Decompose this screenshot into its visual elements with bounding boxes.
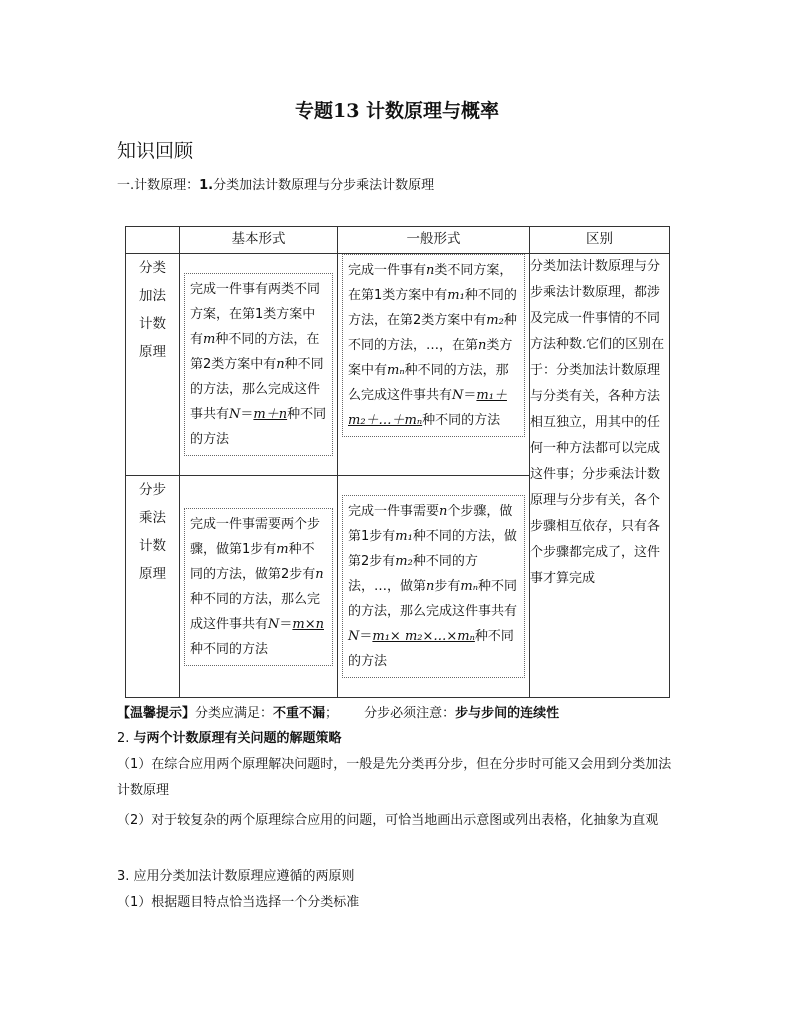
var-m2: m₂ [395,554,413,569]
var-mn: mₙ [387,363,405,378]
text-run: 种不同的方法，…，在第 [348,313,517,353]
formula-sum: m＋n [253,407,288,422]
subheading [117,174,434,193]
var-N: N [268,616,280,632]
text-run: 类方案中有 [348,338,513,378]
row-label-line: 计数 [139,316,166,332]
row-label-multiplication [126,476,180,698]
var-N: N [452,388,464,403]
var-m1: m₁ [395,529,413,544]
var-n: n [478,338,487,353]
cell-general-addition [338,254,530,476]
formula-product: m₁× m₂×…×mₙ [372,629,475,644]
tip-part2: 分步必须注意： [364,706,456,721]
var-m: m [203,332,216,347]
text-run: 种不同的方法 [190,641,269,657]
text-run: 个步骤，做第1步有 [348,504,513,544]
subhead-text: 分类加法计数原理与分步乘法计数原理 [213,178,435,193]
text-run: 种不同的方法，在第2类方案中有 [348,288,517,328]
para-3-heading: 3. 应用分类加法计数原理应遵循的两原则 [117,869,355,884]
text-run: 种不同的方法 [190,407,327,447]
row-label-line: 乘法 [139,510,166,526]
row-label-line: 加法 [139,288,166,304]
para-2-item-2: （2）对于较复杂的两个原理综合应用的问题，可恰当地画出示意图或列出表格，化抽象为直观 [117,813,659,828]
header-corner [126,227,180,254]
var-n: n [315,566,324,582]
text-run: 完成一件事需要两个步骤，做第1步有 [190,516,321,557]
text-run: 种不同的方法，做第2步有 [190,541,316,582]
table-row [126,254,670,476]
var-n: n [426,579,435,594]
text-run: 种不同的方法，那么完成这件事共有 [348,579,518,619]
text-run: 种不同的方法，在第2类方案中有 [190,332,320,372]
header-basic: 基本形式 [180,227,338,254]
row-label-line: 分类 [139,260,166,276]
equals-sign: ＝ [463,388,477,403]
equals-sign: ＝ [279,616,293,632]
row-label-line: 计数 [139,538,166,554]
cell-basic-addition [180,254,338,476]
text-run: 种不同的方法，那么完成这件事共有 [348,363,509,403]
equals-sign: ＝ [240,407,254,422]
formula-sum: m₁＋m₂＋…＋mₙ [348,388,507,428]
var-m1: m₁ [447,288,465,303]
row-label-line: 原理 [139,566,166,582]
var-mn: mₙ [460,579,479,594]
text-run: 类不同方案，在第1类方案中有 [348,263,513,303]
row-label-line: 原理 [139,344,166,360]
row-label-line: 分步 [139,482,166,498]
text-run: 种不同的方法，…，做第 [348,554,478,594]
para-2-heading [117,726,677,752]
basic-multiplication-text [184,508,333,666]
para-number: 2. [117,731,134,746]
general-addition-text [342,254,525,437]
text-run: 步有 [434,579,461,594]
cell-difference: 分类加法计数原理与分步乘法计数原理，都涉及完成一件事情的不同方法种数.它们的区别在于：分类加法计数原理与分类有关，各种方法相互独立，用其中的任何一种方法都可以完成这件事；分步乘法计数原理与分步有关，各个步骤相互依存，只有各个步骤都完成了，这件事才算完成 [530,254,670,698]
cell-general-multiplication [338,476,530,698]
page-title: 专题13 计数原理与概率 [294,100,500,122]
text-run: 种不同的方法 [422,413,501,428]
var-n: n [426,263,435,278]
tip-part1-bold: 不重不漏 [273,706,326,721]
text-run: 种不同的方法 [348,629,514,669]
formula-product: m×n [292,616,324,632]
text-run: 种不同的方法，做第2步有 [348,529,517,569]
cell-basic-multiplication [180,476,338,698]
para-2-item-1: （1）在综合应用两个原理解决问题时，一般是先分类再分步，但在分步时可能又会用到分类加法计数原理 [117,757,672,798]
general-multiplication-text [342,495,525,678]
text-run: 完成一件事有 [348,263,427,278]
tip-part2-bold: 步与步间的连续性 [455,706,560,721]
header-difference: 区别 [530,227,670,254]
tip-bracket: 【温馨提示】 [117,706,196,721]
warm-tip [117,702,559,721]
tip-part1: 分类应满足： [195,706,274,721]
tip-separator: ； [325,706,339,721]
var-m2: m₂ [486,313,504,328]
var-m: m [276,541,289,557]
header-general: 一般形式 [338,227,530,254]
section-heading: 知识回顾 [117,140,194,162]
subhead-prefix: 一.计数原理： [117,178,200,193]
text-run: 种不同的方法，那么完成这件事共有 [190,591,321,632]
table-header-row [126,227,670,254]
text-run: 完成一件事有两类不同方案，在第1类方案中有 [190,282,321,347]
var-N: N [348,629,360,644]
var-n: n [276,357,285,372]
text-run: 种不同的方法，那么完成这件事共有 [190,357,324,422]
para-title: 与两个计数原理有关问题的解题策略 [133,731,342,746]
para-3-item-1: （1）根据题目特点恰当选择一个分类标准 [117,895,360,910]
equals-sign: ＝ [359,629,373,644]
subhead-number: 1. [199,178,214,193]
var-n: n [439,504,448,519]
row-label-addition [126,254,180,476]
var-N: N [229,407,241,422]
text-run: 完成一件事需要 [348,504,440,519]
counting-principles-table [125,226,670,698]
basic-addition-text [184,273,333,456]
